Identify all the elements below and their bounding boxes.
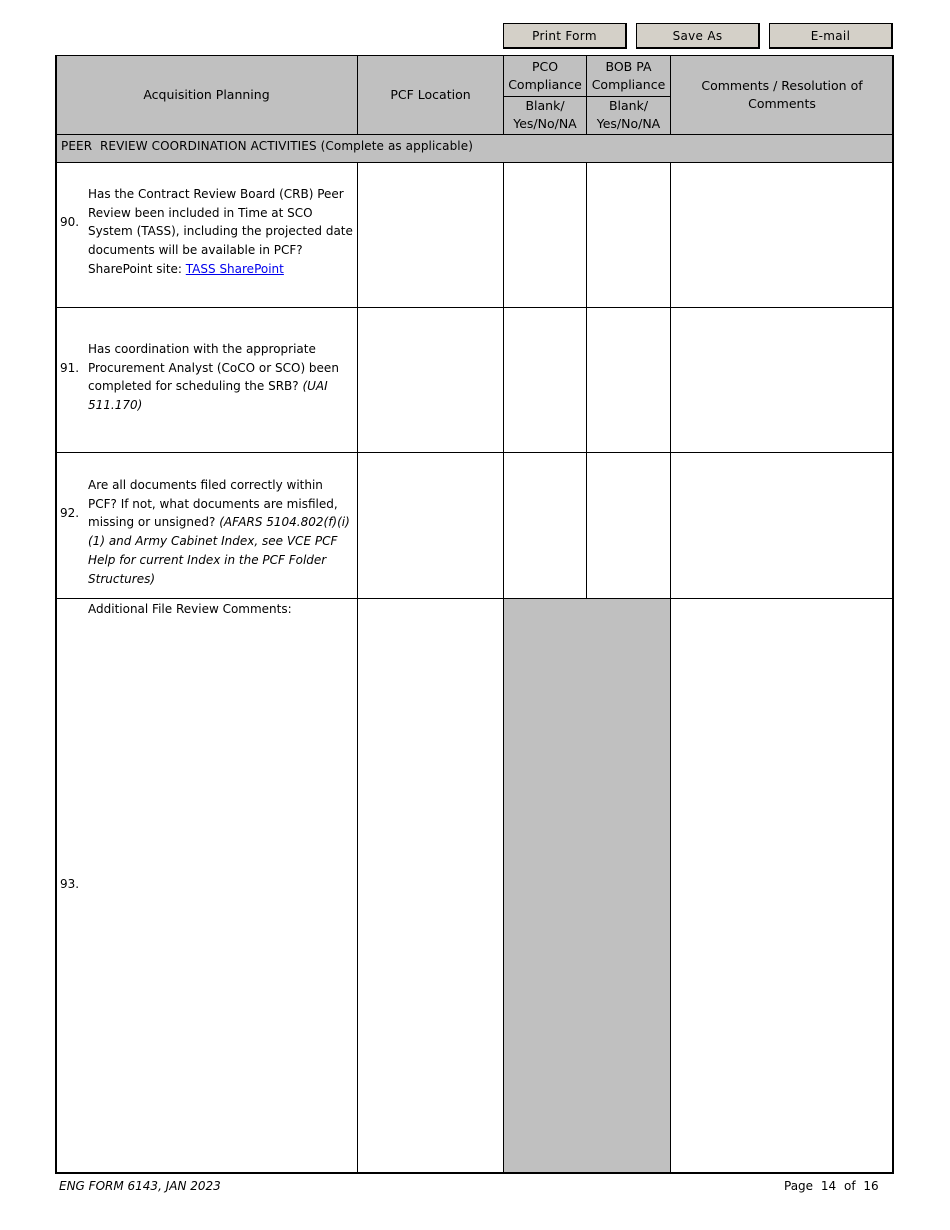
pcf-location-field[interactable]: [358, 453, 503, 598]
question-text: Has the Contract Review Board (CRB) Peer Review been included in Time at SCO System (TASS), including the projected date documents will be available in PCF? SharePoint site: TASS SharePoint: [88, 187, 353, 276]
section-title: PEER REVIEW COORDINATION ACTIVITIES (Complete as applicable): [61, 139, 473, 153]
row-number: 92.: [60, 506, 80, 520]
bob-compliance-field[interactable]: [587, 308, 670, 452]
pco-compliance-field[interactable]: [504, 308, 586, 452]
comments-field[interactable]: [671, 599, 893, 1173]
divider: [357, 55, 358, 134]
form-identifier: ENG FORM 6143, JAN 2023: [59, 1179, 221, 1193]
pcf-location-field[interactable]: [358, 308, 503, 452]
pcf-location-field[interactable]: [358, 599, 503, 1173]
divider: [670, 55, 671, 134]
question-text: Has coordination with the appropriate Procurement Analyst (CoCO or SCO) been completed for scheduling the SRB? (UAI 511.170): [88, 342, 339, 413]
page-total: 16: [863, 1179, 879, 1193]
regulation-reference: (UAI 511.170): [88, 379, 328, 413]
row-number: 93.: [60, 877, 80, 891]
header-comments: Comments / Resolution of Comments: [701, 78, 863, 111]
divider: [503, 55, 504, 134]
header-pcf-location: PCF Location: [390, 87, 471, 102]
header-pco-compliance: PCO Compliance: [508, 59, 582, 92]
regulation-reference: (AFARS 5104.802(f)(i)(1) and Army Cabinet Index, see VCE PCF Help for current Index in the PCF Folder Structures): [88, 515, 350, 586]
pcf-location-field[interactable]: [358, 163, 503, 307]
comments-field[interactable]: [671, 453, 893, 598]
divider: [503, 96, 670, 97]
row-number: 90.: [60, 215, 80, 229]
page-indicator: Page 14 of 16: [784, 1179, 879, 1193]
question-text: Are all documents filed correctly within PCF? If not, what documents are misfiled, missing or unsigned? (AFARS 5104.802(f)(i)(1) and Army Cabinet Index, see VCE PCF Help for current Index in the PCF Folder Structures): [88, 478, 350, 586]
header-pco-values: Blank/ Yes/No/NA: [513, 98, 577, 131]
comments-field[interactable]: [671, 163, 893, 307]
tass-sharepoint-link[interactable]: TASS SharePoint: [185, 261, 284, 276]
divider: [586, 55, 587, 134]
print-form-button[interactable]: Print Form: [503, 23, 627, 49]
page-current: 14: [820, 1179, 837, 1193]
header-acquisition-planning: Acquisition Planning: [143, 87, 270, 102]
pco-compliance-field[interactable]: [504, 453, 586, 598]
bob-compliance-field[interactable]: [587, 453, 670, 598]
save-as-button[interactable]: Save As: [636, 23, 760, 49]
email-button[interactable]: E-mail: [769, 23, 893, 49]
row-number: 91.: [60, 361, 80, 375]
divider: [55, 134, 894, 135]
header-bob-compliance: BOB PA Compliance: [591, 59, 666, 92]
header-bob-values: Blank/ Yes/No/NA: [596, 98, 661, 131]
pco-compliance-field[interactable]: [504, 163, 586, 307]
comments-field[interactable]: [671, 308, 893, 452]
bob-compliance-field[interactable]: [587, 163, 670, 307]
additional-comments-label: Additional File Review Comments:: [88, 602, 292, 616]
